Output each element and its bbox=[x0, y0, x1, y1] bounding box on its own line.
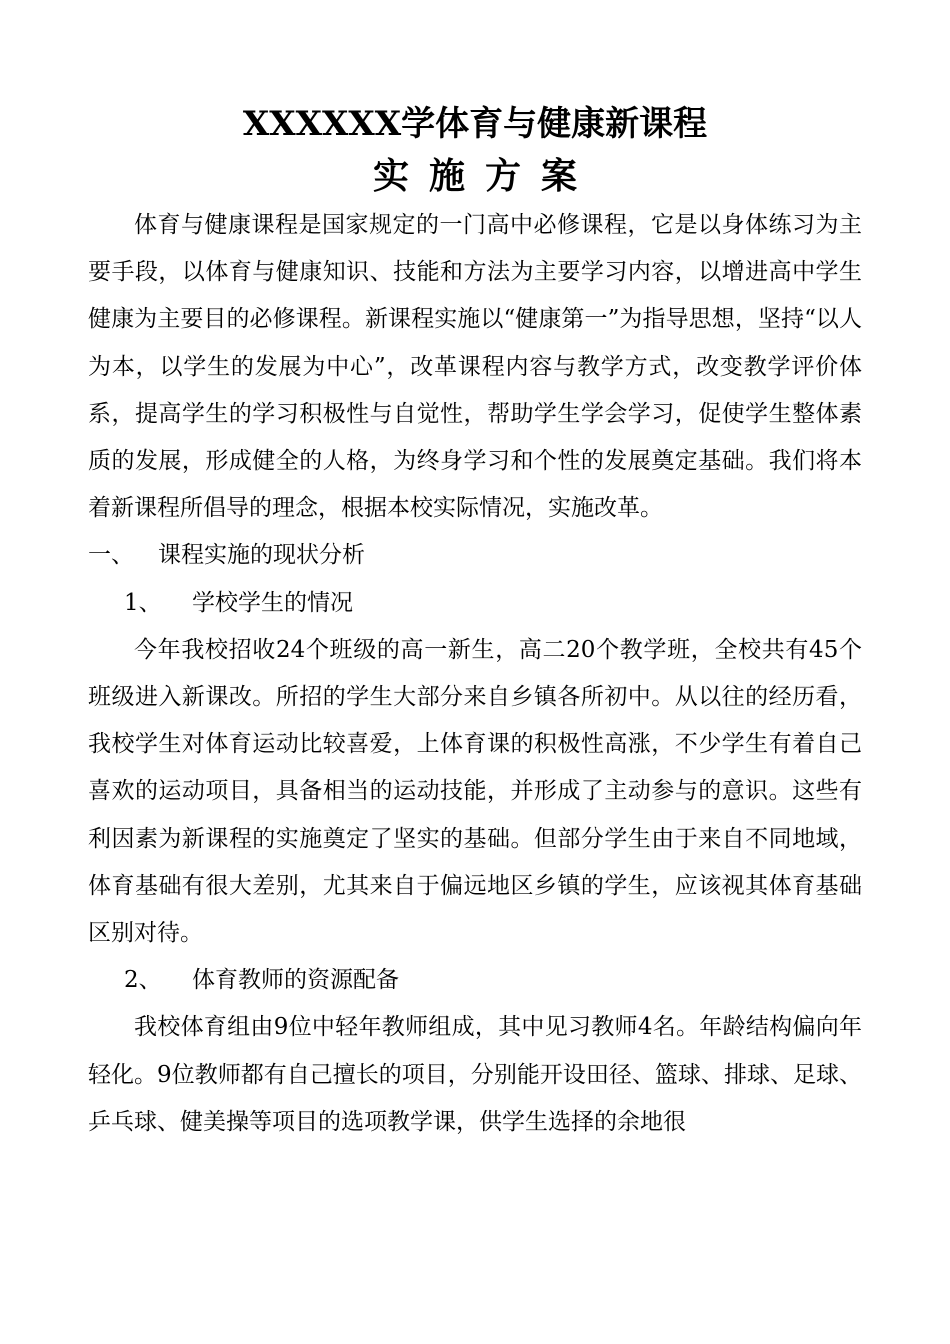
subsection-heading-text-2: 体育教师的资源配备 bbox=[192, 967, 399, 994]
subsection-heading-2 bbox=[88, 957, 862, 1004]
students-paragraph: 今年我校招收24个班级的高一新生，高二20个教学班，全校共有45个班级进入新课改。所招的学生大部分来自乡镇各所初中。从以往的经历看，我校学生对体育运动比较喜爱，上体育课的积极性高涨，不少学生有着自己喜欢的运动项目，具备相当的运动技能，并形成了主动参与的意识。这些有利因素为新课程的实施奠定了坚实的基础。但部分学生由于来自不同地域，体育基础有很大差别，尤其来自于偏远地区乡镇的学生，应该视其体育基础区别对待。 bbox=[88, 636, 862, 947]
subsection-number-1: 1、 bbox=[124, 589, 162, 616]
subsection-number-2: 2、 bbox=[124, 967, 162, 994]
teachers-paragraph: 我校体育组由9位中轻年教师组成，其中见习教师4名。年龄结构偏向年轻化。9位教师都有自己擅长的项目，分别能开设田径、篮球、排球、足球、乒乓球、健美操等项目的选项教学课，供学生选择的余地很 bbox=[88, 1014, 862, 1135]
intro-paragraph: 体育与健康课程是国家规定的一门高中必修课程，它是以身体练习为主要手段，以体育与健康知识、技能和方法为主要学习内容，以增进高中学生健康为主要目的必修课程。新课程实施以“健康第一”为指导思想，坚持“以人为本，以学生的发展为中心”，改革课程内容与教学方式，改变教学评价体系，提高学生的学习积极性与自觉性，帮助学生学会学习，促使学生整体素质的发展，形成健全的人格，为终身学习和个性的发展奠定基础。我们将本着新课程所倡导的理念，根据本校实际情况，实施改革。 bbox=[88, 212, 862, 522]
section-heading-text: 课程实施的现状分析 bbox=[158, 542, 365, 569]
subsection-heading-text-1: 学校学生的情况 bbox=[192, 589, 353, 616]
document-subtitle: 实施方案 bbox=[372, 155, 597, 197]
subsection-heading-1 bbox=[88, 580, 862, 627]
section-number: 一、 bbox=[88, 542, 134, 569]
document-title: XXXXXX学体育与健康新课程 bbox=[242, 104, 708, 144]
document-body bbox=[88, 202, 862, 1146]
section-heading bbox=[88, 532, 862, 579]
